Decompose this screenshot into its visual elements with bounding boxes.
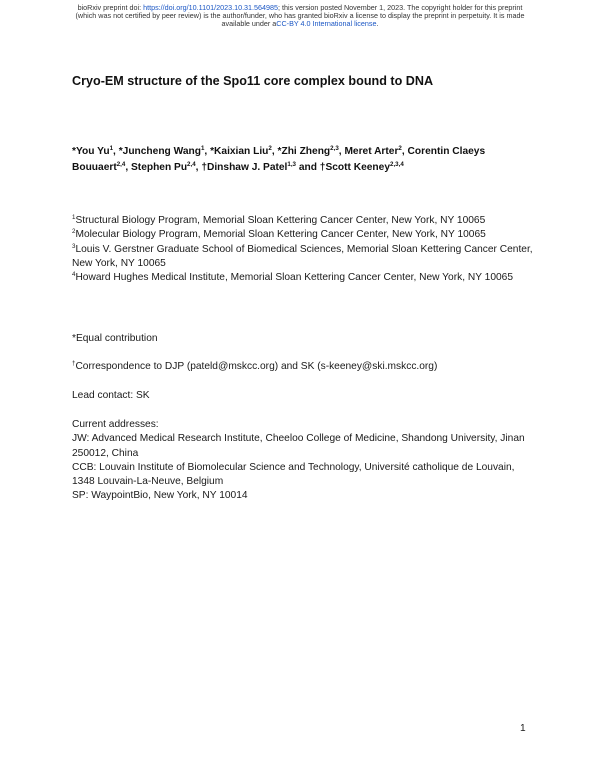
affiliation-number: 4: [72, 271, 76, 279]
correspondence-note: [72, 360, 534, 374]
lead-contact: Lead contact: SK: [72, 390, 150, 401]
dagger-mark: †: [72, 360, 76, 367]
correspondence-text: Correspondence to DJP (pateld@mskcc.org) and SK (s-keeney@ski.mskcc.org): [75, 361, 438, 372]
author-affiliation-mark: 2,3,4: [390, 161, 404, 168]
author-affiliation-mark: 1: [109, 145, 114, 152]
affiliation-number: 3: [72, 242, 76, 250]
author-separator: ,: [401, 146, 408, 157]
author-name: *Zhi Zheng: [277, 146, 331, 157]
affiliation: [72, 243, 534, 272]
affiliation: [72, 271, 534, 285]
license-prefix: available under a: [221, 19, 277, 29]
header-suffix: ; this version posted November 1, 2023. The copyright holder for this preprint: [278, 3, 523, 12]
header-prefix: bioRxiv preprint doi:: [77, 3, 144, 12]
author-affiliation-mark: 1: [200, 145, 205, 152]
address-line: JW: Advanced Medical Research Institute, Cheeloo College of Medicine, Shandong University, Jinan 250012, China: [72, 433, 525, 459]
author-separator: ,: [338, 146, 345, 157]
affiliation-text: Louis V. Gerstner Graduate School of Biomedical Sciences, Memorial Sloan Kettering Cancer Center, New York, NY 10065: [72, 243, 533, 269]
author-name: †Scott Keeney: [319, 162, 390, 173]
author-affiliation-mark: 2,3: [330, 145, 339, 152]
author-name: *You Yu: [72, 146, 110, 157]
author-name: Meret Arter: [344, 146, 399, 157]
author-separator: and: [296, 162, 320, 173]
affiliation-number: 2: [72, 228, 76, 236]
author-separator: ,: [195, 162, 202, 173]
affiliation-list: [72, 214, 534, 285]
author-name: †Dinshaw J. Patel: [201, 162, 288, 173]
header-line-2: (which was not certified by peer review) is the author/funder, who has granted bioRxiv a license to display the preprint in perpetuity. It is made: [75, 11, 525, 21]
author-name: Stephen Pu: [131, 162, 188, 173]
current-addresses: [72, 418, 534, 504]
author-name: Corentin Claeys Bouuaert: [72, 146, 486, 173]
author-affiliation-mark: 2,4: [116, 161, 126, 168]
address-line: CCB: Louvain Institute of Biomolecular Science and Technology, Université catholique de Louvain, 1348 Louvain-La-Neuve, Belgium: [72, 461, 515, 488]
license-suffix: .: [376, 19, 379, 29]
affiliation: [72, 214, 534, 228]
affiliation-number: 1: [72, 214, 76, 221]
affiliation-text: Structural Biology Program, Memorial Sloan Kettering Cancer Center, New York, NY 10065: [75, 215, 486, 226]
author-affiliation-mark: 2: [398, 145, 402, 152]
current-addresses-heading: Current addresses:: [72, 419, 159, 430]
address-line: SP: WaypointBio, New York, NY 10014: [72, 490, 248, 502]
author-separator: ,: [204, 146, 211, 157]
affiliation-text: Molecular Biology Program, Memorial Sloan Kettering Cancer Center, New York, NY 10065: [75, 229, 486, 241]
equal-contribution-note: *Equal contribution: [72, 333, 158, 344]
page-number: 1: [520, 723, 526, 734]
author-list: [72, 144, 542, 176]
author-separator: ,: [125, 162, 131, 173]
affiliation: [72, 228, 534, 242]
license-link[interactable]: CC-BY 4.0 International license: [276, 19, 377, 29]
author-name: *Kaixian Liu: [210, 146, 269, 157]
author-separator: ,: [271, 146, 278, 157]
preprint-header: [18, 4, 582, 29]
header-line-3: [18, 20, 582, 28]
author-separator: ,: [113, 146, 119, 157]
author-affiliation-mark: 2: [268, 145, 272, 152]
author-affiliation-mark: 2,4: [187, 161, 196, 168]
author-name: *Juncheng Wang: [118, 146, 201, 157]
paper-title: Cryo-EM structure of the Spo11 core complex bound to DNA: [72, 74, 434, 88]
author-affiliation-mark: 1,3: [287, 161, 296, 168]
doi-link[interactable]: https://doi.org/10.1101/2023.10.31.564985: [143, 3, 279, 12]
affiliation-text: Howard Hughes Medical Institute, Memorial Sloan Kettering Cancer Center, New York, NY 10065: [75, 272, 513, 284]
